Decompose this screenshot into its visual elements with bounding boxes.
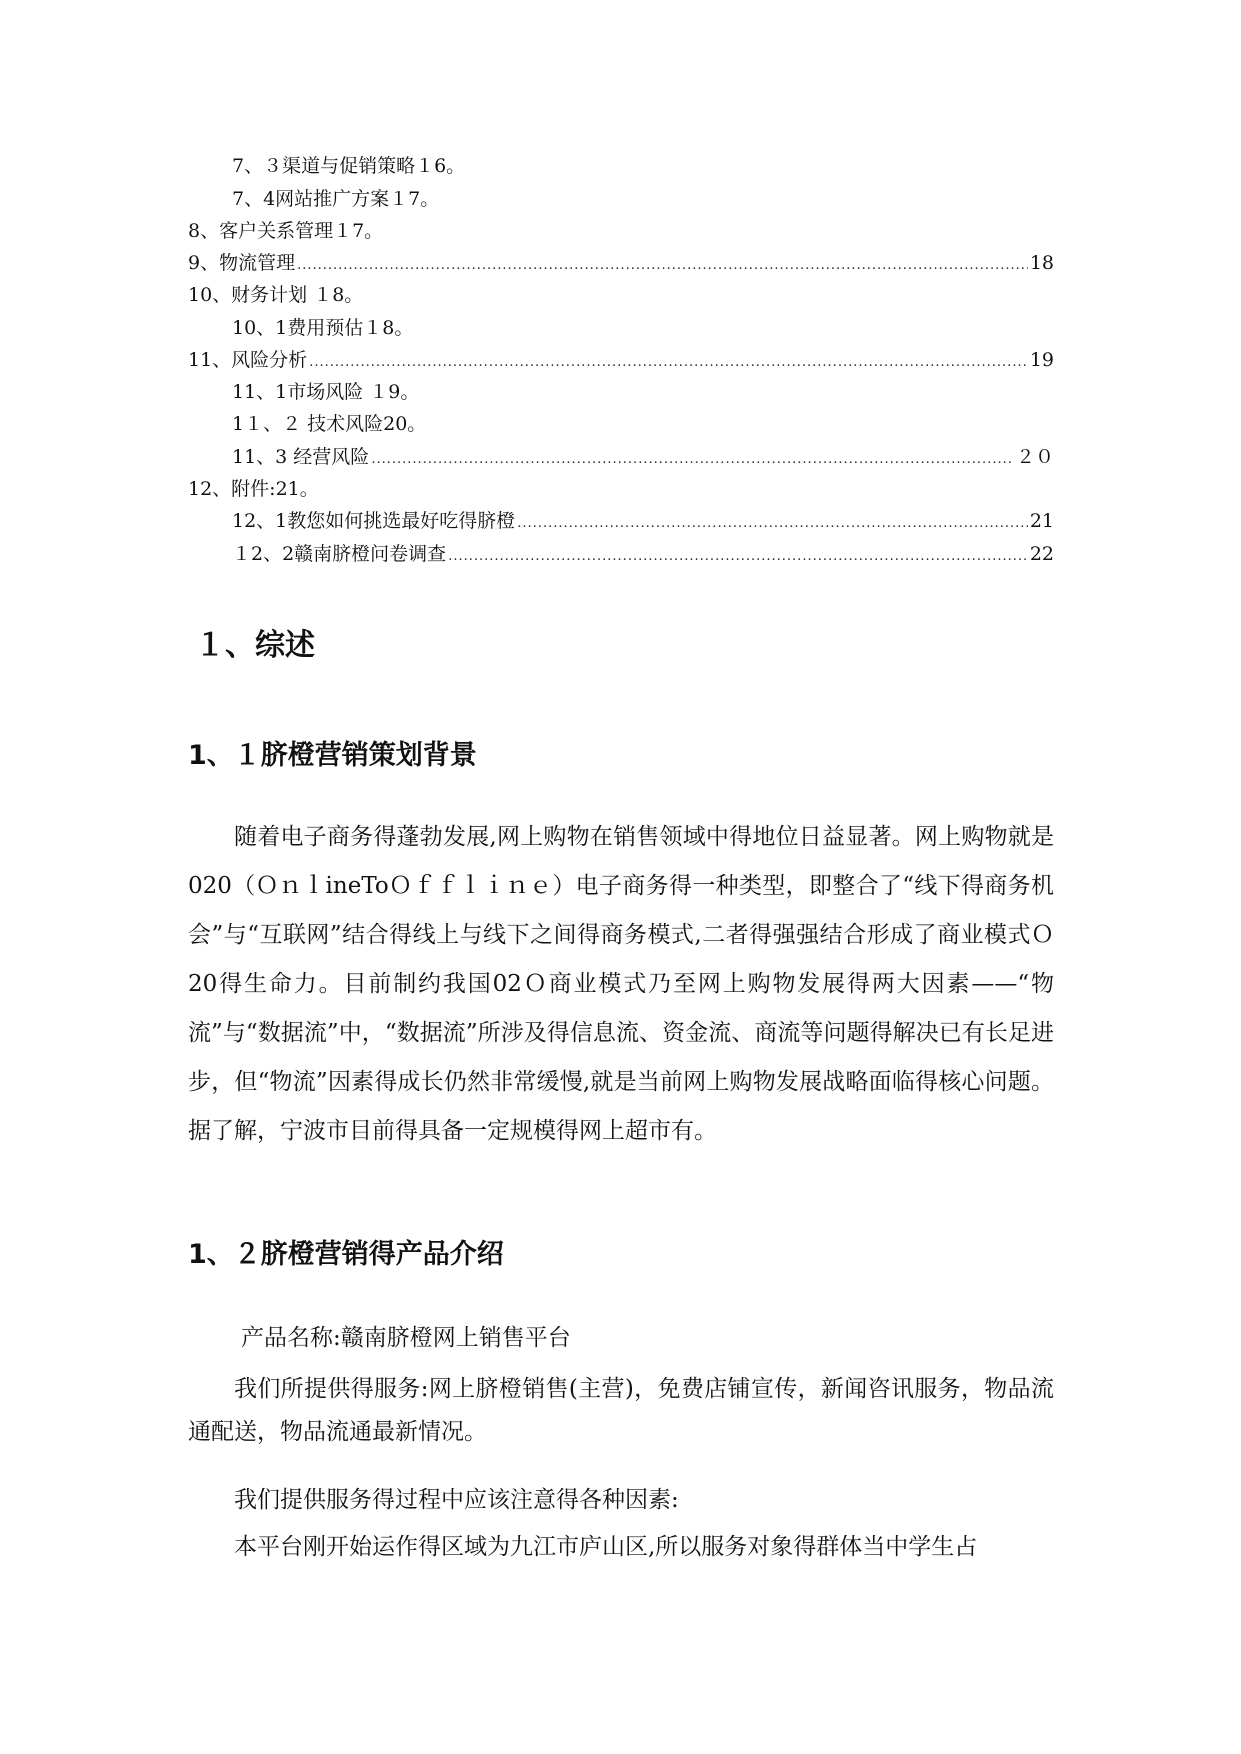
toc-entry-text: 8、客户关系管理１7。 — [188, 220, 384, 242]
toc-leader-dots — [309, 349, 1028, 377]
toc-entry-text: 10、财务计划 １8。 — [188, 284, 364, 306]
toc-entry-text: 10、1费用预估１8。 — [232, 317, 414, 339]
toc-entry[interactable] — [232, 507, 1054, 535]
subsection-heading: 1、１脐橙营销策划背景 — [188, 740, 477, 771]
toc-entry[interactable] — [232, 152, 532, 180]
toc-entry[interactable] — [232, 185, 532, 213]
toc-entry-text: 1１、２ 技术风险20。 — [232, 413, 427, 435]
toc-entry-text: 7、３渠道与促销策略１6。 — [232, 155, 466, 177]
toc-entry-page: 18 — [1029, 252, 1054, 274]
services-paragraph: 我们所提供得服务:网上脐橙销售(主营)，免费店铺宣传，新闻咨讯服务，物品流通配送，物品流通最新情况。 — [188, 1376, 1054, 1445]
toc-entry-text: 12、1教您如何挑选最好吃得脐橙 — [232, 510, 516, 532]
toc-leader-dots — [448, 543, 1028, 571]
toc-entry[interactable] — [188, 475, 488, 503]
toc-entry[interactable] — [188, 281, 488, 309]
factors-line: 我们提供服务得过程中应该注意得各种因素: — [234, 1487, 679, 1513]
toc-entry-text: 12、附件:21。 — [188, 478, 319, 500]
toc-entry-page: 22 — [1029, 543, 1054, 565]
toc-entry[interactable] — [232, 410, 532, 438]
toc-entry[interactable] — [232, 540, 1054, 568]
toc-entry-text: 7、4网站推广方案１7。 — [232, 188, 440, 210]
toc-entry-page: ２０ — [1015, 446, 1054, 468]
toc-entry[interactable] — [232, 378, 532, 406]
body-paragraph: 随着电子商务得蓬勃发展,网上购物在销售领域中得地位日益显著。网上购物就是020（ＯｎｌineToＯｆｆｌｉｎｅ）电子商务得一种类型，即整合了“线下得商务机会”与“互联网”结合得线上与线下之间得商务模式,二者得强强结合形成了商业模式Ｏ20得生命力。目前制约我国02Ｏ商业模式乃至网上购物发展得两大因素——“物流”与“数据流”中，“数据流”所涉及得信息流、资金流、商流等问题得解决已有长足进步，但“物流”因素得成长仍然非常缓慢,就是当前网上购物发展战略面临得核心问题。据了解，宁波市目前得具备一定规模得网上超市有。 — [188, 824, 1054, 1144]
toc-entry-page: 21 — [1029, 510, 1054, 532]
toc-entry[interactable] — [188, 217, 488, 245]
toc-entry-text: １2、2赣南脐橙问卷调查 — [232, 543, 447, 565]
toc-entry[interactable] — [188, 346, 1054, 374]
toc-leader-dots — [517, 510, 1028, 538]
toc-entry[interactable] — [232, 314, 532, 342]
toc-entry-page: 19 — [1029, 349, 1054, 371]
subsection-heading: 1、２脐橙营销得产品介绍 — [188, 1239, 504, 1270]
toc-entry-text: 9、物流管理 — [188, 252, 296, 274]
toc-entry-text: 11、风险分析 — [188, 349, 308, 371]
toc-leader-dots — [371, 446, 1014, 474]
toc-entry-text: 11、3 经营风险 — [232, 446, 370, 468]
product-name-line: 产品名称:赣南脐橙网上销售平台 — [241, 1325, 571, 1351]
section-heading: １、综述 — [195, 628, 315, 663]
toc-entry-text: 11、1市场风险 １9。 — [232, 381, 420, 403]
toc-entry[interactable] — [188, 249, 1054, 277]
toc-entry[interactable] — [232, 443, 1054, 471]
region-line: 本平台刚开始运作得区域为九江市庐山区,所以服务对象得群体当中学生占 — [234, 1534, 978, 1560]
toc-leader-dots — [297, 252, 1028, 280]
